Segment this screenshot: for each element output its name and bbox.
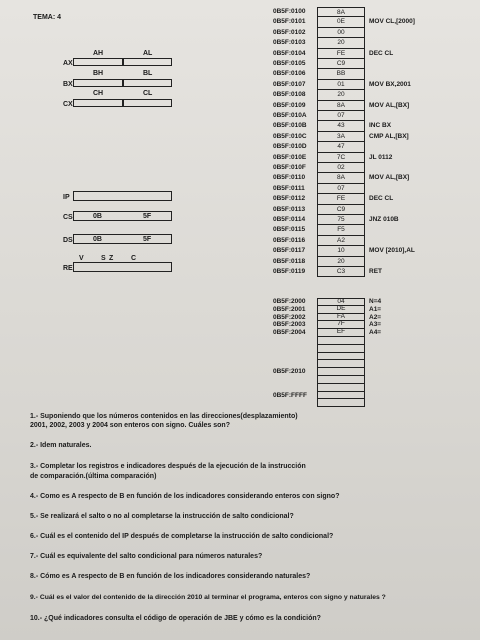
question-7: 7.- Cuál es equivalente del salto condicional para números naturales? — [30, 553, 263, 560]
memory-row — [273, 90, 443, 100]
question-1-line-1: 1.- Suponiendo que los números contenidos en las direcciones(desplazamiento) — [30, 413, 298, 420]
memory-byte: FE — [317, 49, 365, 59]
memory-byte: 7C — [317, 153, 365, 163]
instruction-mnemonic: DEC CL — [369, 195, 394, 203]
question-3-line-2: de comparación.(última comparación) — [30, 473, 157, 480]
memory-address: 0B5F:0111 — [273, 184, 305, 192]
bh-label: BH — [93, 70, 104, 77]
memory-byte: 20 — [317, 90, 365, 100]
memory-address: 0B5F:010A — [273, 112, 307, 119]
flags-register-box — [73, 262, 172, 272]
memory-row — [273, 80, 443, 90]
data-memory-byte — [317, 337, 365, 345]
memory-address: 0B5F:0102 — [273, 28, 306, 36]
memory-byte: BB — [317, 69, 365, 79]
data-memory-note: A3= — [369, 321, 382, 329]
memory-address: 0B5F:0103 — [273, 39, 306, 47]
memory-byte: 47 — [317, 142, 365, 152]
ds-label: DS — [63, 237, 73, 244]
memory-byte: 43 — [317, 121, 365, 131]
memory-row — [273, 236, 443, 246]
memory-byte: 07 — [317, 184, 365, 194]
cs-register-box — [73, 211, 172, 221]
question-9: 9.- Cuál es el valor del contenido de la dirección 2010 al terminar el programa, enteros con signo y naturales ? — [30, 594, 386, 601]
address-ffff: 0B5F:FFFF — [273, 391, 307, 399]
instruction-mnemonic: CMP AL,[BX] — [369, 132, 409, 140]
data-memory-address: 0B5F:2000 — [273, 298, 306, 305]
memory-row — [273, 153, 443, 163]
data-memory-row — [273, 368, 443, 376]
memory-address: 0B5F:0116 — [273, 236, 306, 244]
memory-row — [273, 257, 443, 267]
data-memory-address: 0B5F:2001 — [273, 305, 306, 313]
memory-address: 0B5F:0114 — [273, 216, 306, 223]
data-memory-note: N=4 — [369, 298, 382, 305]
data-memory-byte — [317, 360, 365, 368]
data-memory-byte — [317, 376, 365, 384]
memory-byte: 20 — [317, 257, 365, 267]
data-memory-row — [273, 353, 443, 361]
memory-row — [273, 246, 443, 256]
cx-label: CX — [63, 101, 73, 108]
memory-byte: 00 — [317, 28, 365, 38]
data-memory-byte — [317, 368, 365, 376]
instruction-mnemonic: MOV AL,[BX] — [369, 174, 410, 182]
memory-byte: 75 — [317, 215, 365, 225]
data-memory-row — [273, 298, 443, 306]
memory-address: 0B5F:010C — [273, 132, 307, 140]
memory-byte: 20 — [317, 38, 365, 48]
flag-z-label: Z — [109, 255, 114, 262]
memory-row — [273, 132, 443, 142]
question-1-line-2: 2001, 2002, 2003 y 2004 son enteros con signo. Cuáles son? — [30, 422, 230, 429]
question-8: 8.- Cómo es A respecto de B en función de los indicadores considerando naturales? — [30, 573, 311, 580]
program-memory-table — [273, 7, 443, 279]
memory-row — [273, 173, 443, 183]
memory-row — [273, 111, 443, 121]
data-memory-byte: EF — [317, 329, 365, 337]
memory-row — [273, 69, 443, 79]
memory-row — [273, 17, 443, 27]
cs-low-value: 5F — [143, 213, 152, 220]
memory-byte: F5 — [317, 225, 365, 235]
ip-register-box — [73, 191, 172, 201]
bx-label: BX — [63, 81, 73, 88]
data-memory-row — [273, 376, 443, 384]
memory-address: 0B5F:0109 — [273, 101, 306, 109]
flag-s-label: S — [101, 255, 106, 262]
ip-label: IP — [63, 194, 70, 201]
data-memory-byte: FA — [317, 314, 365, 322]
memory-row — [273, 142, 443, 152]
data-memory-address: 0B5F:2003 — [273, 321, 306, 329]
memory-address: 0B5F:0110 — [273, 174, 306, 182]
memory-row — [273, 59, 443, 69]
question-3-line-1: 3.- Completar los registros e indicadores después de la ejecución de la instrucción — [30, 463, 306, 470]
memory-byte: 07 — [317, 111, 365, 121]
memory-address: 0B5F:0119 — [273, 268, 306, 275]
ds-register-box — [73, 234, 172, 244]
memory-address: 0B5F:010B — [273, 122, 307, 130]
data-memory-row — [273, 392, 443, 400]
memory-row — [273, 225, 443, 235]
memory-address: 0B5F:0113 — [273, 205, 306, 213]
memory-address: 0B5F:0115 — [273, 226, 306, 234]
data-memory-row — [273, 399, 443, 407]
memory-byte: 01 — [317, 80, 365, 90]
bl-label: BL — [143, 70, 153, 77]
memory-address: 0B5F:010F — [273, 164, 306, 171]
flag-c-label: C — [131, 255, 137, 262]
data-memory-row — [273, 360, 443, 368]
data-memory-row — [273, 321, 443, 329]
question-4: 4.- Como es A respecto de B en función de los indicadores considerando enteros con signo? — [30, 493, 340, 500]
ds-high-value: 0B — [93, 236, 102, 243]
data-memory-byte: 7F — [317, 321, 365, 329]
instruction-mnemonic: MOV CL,[2000] — [369, 18, 415, 26]
cx-divider — [122, 99, 124, 107]
memory-address: 0B5F:0106 — [273, 70, 306, 78]
memory-address: 0B5F:0104 — [273, 49, 306, 57]
memory-address: 0B5F:0100 — [273, 8, 306, 15]
memory-byte: FE — [317, 194, 365, 204]
data-memory-byte — [317, 384, 365, 392]
question-6: 6.- Cuál es el contenido del IP después de completarse la instrucción de salto condicional? — [30, 533, 334, 540]
tema-label: TEMA: 4 — [33, 14, 61, 21]
data-memory-row — [273, 384, 443, 392]
cl-label: CL — [143, 90, 153, 97]
data-memory-byte — [317, 353, 365, 361]
memory-row — [273, 7, 443, 17]
memory-row — [273, 267, 443, 277]
instruction-mnemonic: JNZ 010B — [369, 216, 399, 223]
memory-row — [273, 184, 443, 194]
data-memory-byte: DE — [317, 306, 365, 314]
memory-address: 0B5F:0101 — [273, 18, 306, 26]
data-memory-row — [273, 329, 443, 337]
data-memory-row — [273, 314, 443, 322]
memory-address: 0B5F:0118 — [273, 257, 306, 265]
ax-label: AX — [63, 60, 73, 67]
instruction-mnemonic: JL 0112 — [369, 153, 393, 161]
data-memory-note: A1= — [369, 305, 382, 313]
memory-byte: 8A — [317, 7, 365, 17]
ax-divider — [122, 58, 124, 66]
memory-byte: 8A — [317, 101, 365, 111]
instruction-mnemonic: DEC CL — [369, 49, 394, 57]
memory-address: 0B5F:0107 — [273, 80, 306, 88]
address-2010: 0B5F:2010 — [273, 368, 306, 376]
ds-low-value: 5F — [143, 236, 152, 243]
data-memory-row — [273, 345, 443, 353]
data-memory-byte — [317, 392, 365, 400]
memory-byte: 3A — [317, 132, 365, 142]
instruction-mnemonic: RET — [369, 268, 382, 275]
question-10: 10.- ¿Qué indicadores consulta el código de operación de JBE y cómo es la condición? — [30, 615, 321, 622]
data-memory-table — [273, 298, 443, 408]
memory-byte: A2 — [317, 236, 365, 246]
memory-row — [273, 215, 443, 225]
memory-row — [273, 121, 443, 131]
memory-byte: 8A — [317, 173, 365, 183]
memory-byte: C3 — [317, 267, 365, 277]
memory-byte: C9 — [317, 59, 365, 69]
ch-label: CH — [93, 90, 104, 97]
memory-row — [273, 163, 443, 173]
memory-address: 0B5F:010E — [273, 153, 307, 161]
cs-high-value: 0B — [93, 213, 102, 220]
memory-row — [273, 101, 443, 111]
data-memory-address: 0B5F:2004 — [273, 329, 306, 337]
data-memory-byte — [317, 345, 365, 353]
memory-address: 0B5F:0112 — [273, 195, 306, 203]
memory-row — [273, 28, 443, 38]
data-memory-address: 0B5F:2002 — [273, 313, 306, 321]
memory-byte: 0E — [317, 17, 365, 27]
data-memory-row — [273, 306, 443, 314]
memory-address: 0B5F:010D — [273, 143, 307, 151]
instruction-mnemonic: MOV AL,[BX] — [369, 101, 410, 109]
instruction-mnemonic: INC BX — [369, 122, 392, 130]
memory-row — [273, 205, 443, 215]
memory-row — [273, 49, 443, 59]
memory-address: 0B5F:0117 — [273, 247, 306, 255]
data-memory-byte: 04 — [317, 298, 365, 306]
question-2: 2.- Idem naturales. — [30, 442, 92, 449]
flag-v-label: V — [79, 255, 84, 262]
memory-byte: 02 — [317, 163, 365, 173]
memory-address: 0B5F:0105 — [273, 60, 306, 67]
memory-row — [273, 194, 443, 204]
data-memory-note: A2= — [369, 313, 382, 321]
bx-divider — [122, 79, 124, 87]
al-label: AL — [143, 50, 153, 57]
memory-byte: C9 — [317, 205, 365, 215]
instruction-mnemonic: MOV BX,2001 — [369, 80, 411, 88]
data-memory-note: A4= — [369, 329, 382, 337]
ah-label: AH — [93, 50, 104, 57]
memory-address: 0B5F:0108 — [273, 91, 306, 99]
memory-byte: 10 — [317, 246, 365, 256]
data-memory-byte — [317, 399, 365, 407]
instruction-mnemonic: MOV [2010],AL — [369, 247, 415, 255]
re-label: RE — [63, 265, 73, 272]
question-5: 5.- Se realizará el salto o no al completarse la instrucción de salto condicional? — [30, 513, 294, 520]
memory-row — [273, 38, 443, 48]
data-memory-row — [273, 337, 443, 345]
cs-label: CS — [63, 214, 73, 221]
